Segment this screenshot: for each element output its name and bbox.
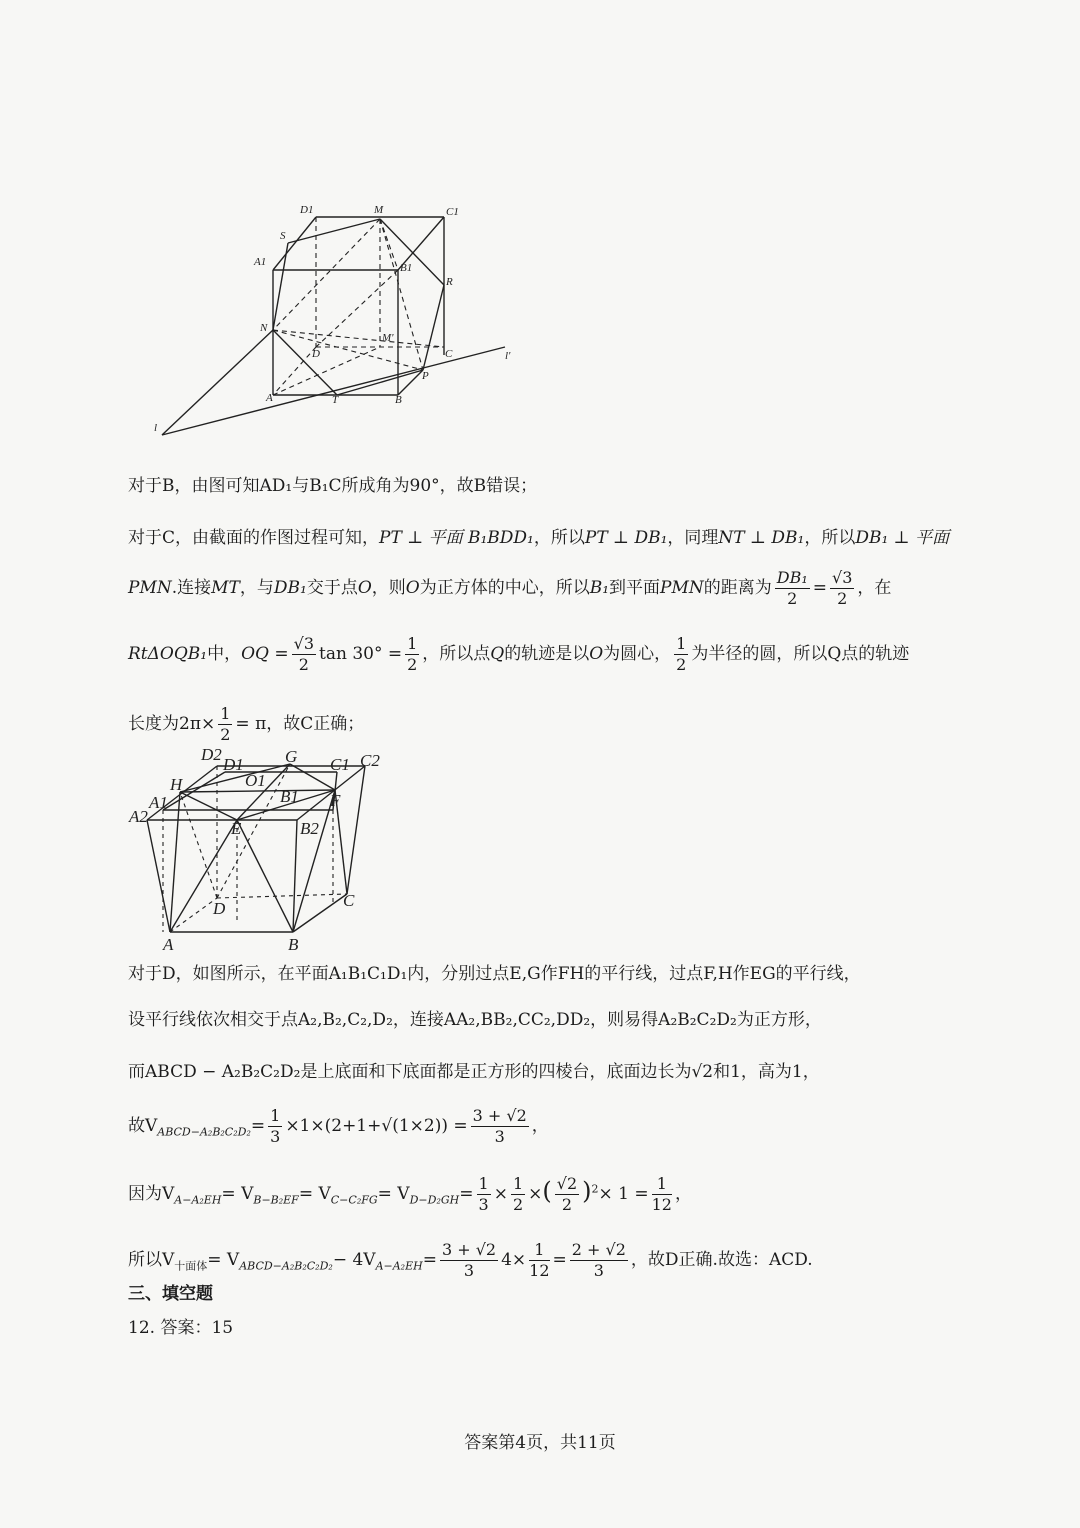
fig1-label: D bbox=[312, 348, 320, 360]
fig2-label: D1 bbox=[223, 755, 244, 774]
fig2-label: E bbox=[231, 819, 242, 838]
option-d-line6: 所以$V_{十面体}= V_{ABCD-A_2B_2C_2D_2}- 4V_{A-A_2EH}=$ $\frac{3 + √2}{3}$ 4× $\frac{1}{12}$ = $\frac{2 + √2}{3}$ ，故D正确.故选：ACD. bbox=[128, 1240, 813, 1280]
option-d-line4: 故$V_{ABCD-A_2B_2C_2D_2}=$ $\frac{1}{3}$ ×1×(2+1+√(1×2)) = $\frac{3 + √2}{3}$ ， bbox=[128, 1106, 549, 1146]
option-c-line3: RtΔOQB₁中，OQ = $\frac{√3}{2}$ tan 30° = $\frac{1}{2}$ ，所以点Q的轨迹是以O为圆心， $\frac{1}{2}$ 为半径的圆，所以Q点的轨迹 bbox=[128, 634, 910, 674]
fig2-label: H bbox=[170, 775, 183, 794]
option-c-line4: 长度为2π× $\frac{1}{2}$ = π，故C正确； bbox=[128, 704, 365, 744]
fig1-label: B bbox=[395, 394, 402, 406]
fig1-label: l bbox=[154, 422, 158, 434]
fig1-label: A bbox=[266, 392, 273, 404]
option-d-line5: 因为$V_{A-A_2EH}= V_{B-B_2EF}= V_{C-C_2FG}= V_{D-D_2GH}=$ $\frac{1}{3}$ × $\frac{1}{2}$ ×( $\frac{√2}{2}$ )$^2$× 1 = $\frac{1}{12}$ ， bbox=[128, 1174, 692, 1214]
option-b-text: 对于B，由图可知AD₁与B₁C所成角为90°，故B错误； bbox=[128, 476, 538, 496]
option-d-line1: 对于D，如图所示，在平面A₁B₁C₁D₁内，分别过点E,G作FH的平行线，过点F,H作EG的平行线， bbox=[128, 964, 861, 984]
fig1-label: C bbox=[445, 348, 453, 360]
fig2-label: G bbox=[285, 747, 298, 766]
fig2-label: A2 bbox=[129, 807, 148, 826]
fig2-label: O1 bbox=[245, 771, 266, 790]
fig2-label: D bbox=[213, 899, 226, 918]
fig1-label: P bbox=[422, 370, 429, 382]
fig1-label: A1 bbox=[254, 256, 267, 268]
fig2-label: F bbox=[330, 791, 341, 810]
fig2-label: C2 bbox=[360, 751, 380, 770]
fig2-label: B bbox=[288, 935, 299, 954]
fig2-label: C1 bbox=[330, 755, 350, 774]
fig1-label: N bbox=[260, 322, 268, 334]
option-c-line2: PMN.连接MT，与DB₁交于点O，则O为正方体的中心，所以B₁到平面PMN的距离为 $\frac{\text{DB₁}}{2}$ = $\frac{√3}{2}$ ，在 bbox=[128, 568, 892, 608]
fig1-label: S bbox=[280, 230, 286, 242]
fig2-label: B2 bbox=[300, 819, 319, 838]
answer-12: 12. 答案：15 bbox=[128, 1318, 234, 1338]
option-c-line1: 对于C，由截面的作图过程可知，PT ⊥ 平面 B₁BDD₁，所以PT ⊥ DB₁，同理NT ⊥ DB₁，所以DB₁ ⊥ 平面 bbox=[128, 528, 950, 548]
fig2-label: D2 bbox=[201, 745, 222, 764]
page-footer: 答案第4页，共11页 bbox=[464, 1433, 616, 1453]
fig1-label: B1 bbox=[400, 262, 413, 274]
fig2-label: A1 bbox=[149, 793, 168, 812]
fig2-label: C bbox=[343, 891, 355, 910]
fig2-label: A bbox=[163, 935, 174, 954]
option-d-line3: 而ABCD − A₂B₂C₂D₂是上底面和下底面都是正方形的四棱台，底面边长为√2和1，高为1， bbox=[128, 1062, 820, 1082]
figure-frustum bbox=[125, 742, 395, 957]
fig1-label: M bbox=[374, 204, 384, 216]
fig1-label: T bbox=[332, 394, 339, 406]
fig1-label: l' bbox=[505, 350, 511, 362]
section-heading: 三、填空题 bbox=[128, 1284, 213, 1304]
fig1-label: D1 bbox=[300, 204, 314, 216]
fig1-label: M' bbox=[382, 332, 394, 344]
option-d-line2: 设平行线依次相交于点A₂,B₂,C₂,D₂，连接AA₂,BB₂,CC₂,DD₂，则易得A₂B₂C₂D₂为正方形， bbox=[128, 1010, 822, 1030]
figure-cube-section bbox=[140, 195, 540, 445]
fig1-label: R bbox=[446, 276, 453, 288]
fig1-label: C1 bbox=[446, 206, 459, 218]
fig2-label: B1 bbox=[280, 787, 299, 806]
